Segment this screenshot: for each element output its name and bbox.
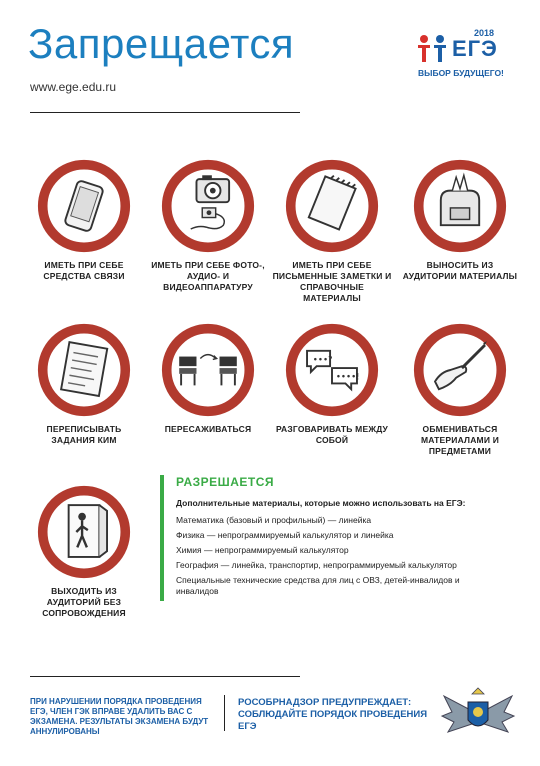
prohibited-label: ПЕРЕСАЖИВАТЬСЯ: [164, 424, 252, 434]
smartphone-icon: [36, 158, 132, 254]
chairs-icon: [160, 322, 256, 418]
logo-tagline: ВЫБОР БУДУЩЕГО!: [418, 68, 504, 78]
site-url: www.ege.edu.ru: [30, 80, 117, 94]
logo-name: ЕГЭ: [452, 36, 498, 61]
prohibited-item-take-out: [400, 158, 520, 282]
allowed-section: [160, 475, 476, 601]
prohibited-item-copy-tasks: [24, 322, 144, 446]
prohibited-item-notes: [272, 158, 392, 304]
allowed-item: Математика (базовый и профильный) — линейка: [176, 515, 372, 525]
prohibited-item-communication: [24, 158, 144, 282]
rosobrnadzor-emblem-icon: [438, 686, 518, 742]
prohibited-label: ПЕРЕПИСЫВАТЬ ЗАДАНИЯ КИМ: [46, 424, 122, 445]
footer-warning: ПРИ НАРУШЕНИИ ПОРЯДКА ПРОВЕДЕНИЯ ЕГЭ, ЧЛЕН ГЭК ВПРАВЕ УДАЛИТЬ ВАС С ЭКЗАМЕНА. РЕЗУЛЬТАТЫ ЭКЗАМЕНА БУДУТ АННУЛИРОВАНЫ: [30, 697, 209, 736]
notepad-icon: [284, 158, 380, 254]
svg-text:••••!: ••••!: [335, 372, 360, 383]
prohibited-item-exchange: [400, 322, 520, 457]
prohibited-label: ИМЕТЬ ПРИ СЕБЕ ФОТО-, АУДИО- И ВИДЕОАППАРАТУРУ: [151, 260, 265, 292]
door-person-icon: [36, 484, 132, 580]
speech-bubbles-icon: [284, 322, 380, 418]
prohibited-label: ИМЕТЬ ПРИ СЕБЕ СРЕДСТВА СВЯЗИ: [43, 260, 125, 281]
prohibited-label: ВЫНОСИТЬ ИЗ АУДИТОРИИ МАТЕРИАЛЫ: [402, 260, 518, 281]
bag-icon: [412, 158, 508, 254]
allowed-item: География — линейка, транспортир, непрограммируемый калькулятор: [176, 560, 457, 570]
page-title: Запрещается: [28, 20, 295, 67]
allowed-item: Химия — непрограммируемый калькулятор: [176, 545, 349, 555]
footer-vertical-divider: [224, 695, 225, 731]
allowed-item: Специальные технические средства для лиц с ОВЗ, детей-инвалидов и инвалидов: [176, 575, 460, 596]
hand-pen-icon: [412, 322, 508, 418]
camera-icon: [160, 158, 256, 254]
prohibited-label: ОБМЕНИВАТЬСЯ МАТЕРИАЛАМИ И ПРЕДМЕТАМИ: [420, 424, 500, 456]
prohibited-item-camera: [148, 158, 268, 293]
prohibited-item-talking: [272, 322, 392, 446]
svg-text:•••?: •••?: [312, 355, 333, 366]
sheet-icon: [36, 322, 132, 418]
prohibited-label: ИМЕТЬ ПРИ СЕБЕ ПИСЬМЕННЫЕ ЗАМЕТКИ И СПРАВОЧНЫЕ МАТЕРИАЛЫ: [272, 260, 392, 303]
prohibited-label: РАЗГОВАРИВАТЬ МЕЖДУ СОБОЙ: [275, 424, 389, 445]
ege-logo-mark-icon: [416, 34, 450, 64]
logo-year: 2018: [474, 28, 495, 38]
allowed-title: РАЗРЕШАЕТСЯ: [176, 475, 274, 489]
prohibited-item-change-seats: [148, 322, 268, 435]
footer-rosobrnadzor: РОСОБРНАДЗОР ПРЕДУПРЕЖДАЕТ: СОБЛЮДАЙТЕ ПОРЯДОК ПРОВЕДЕНИЯ ЕГЭ: [238, 697, 428, 732]
prohibited-item-leave-room: [24, 484, 144, 619]
allowed-intro: Дополнительные материалы, которые можно использовать на ЕГЭ:: [176, 498, 466, 508]
ege-logo: [416, 28, 516, 88]
footer-divider: [30, 676, 300, 677]
header-divider: [30, 112, 300, 113]
prohibited-label: ВЫХОДИТЬ ИЗ АУДИТОРИЙ БЕЗ СОПРОВОЖДЕНИЯ: [42, 586, 126, 618]
allowed-item: Физика — непрограммируемый калькулятор и линейка: [176, 530, 394, 540]
